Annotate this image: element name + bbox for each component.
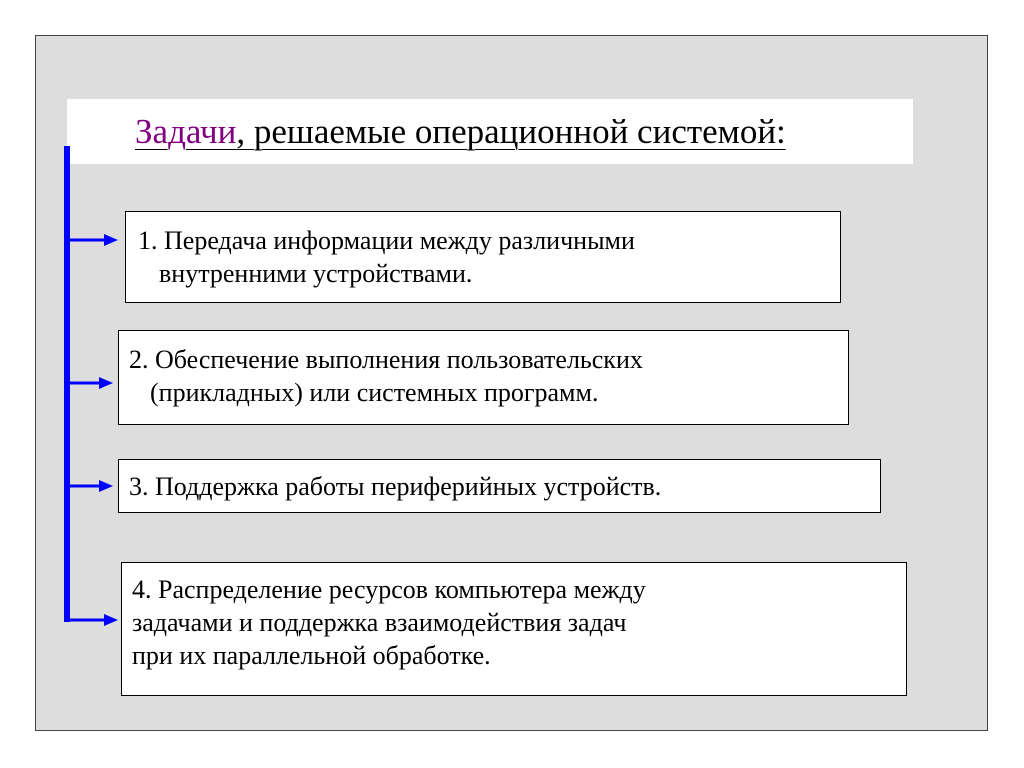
task-box-1 [125, 211, 841, 303]
task-2-line-2: (прикладных) или системных программ. [150, 378, 599, 407]
task-1-line-2: внутренними устройствами. [159, 259, 473, 288]
arrow-to-task-4 [70, 614, 118, 626]
task-3-line-1: 3. Поддержка работы периферийных устройств. [129, 472, 662, 501]
arrow-to-task-3 [70, 480, 113, 492]
task-box-3 [118, 459, 881, 513]
task-box-2 [118, 330, 849, 425]
title-rest: , решаемые операционной системой: [236, 112, 786, 151]
task-4-line-2: задачами и поддержка взаимодействия задач [132, 608, 627, 637]
task-4-line-3: при их параллельной обработке. [132, 641, 491, 670]
title-link-word[interactable]: Задачи [135, 112, 237, 151]
arrow-to-task-1 [70, 234, 118, 246]
task-4-line-1: 4. Распределение ресурсов компьютера между [132, 575, 646, 604]
task-2-line-1: 2. Обеспечение выполнения пользовательских [129, 345, 643, 374]
task-box-4 [121, 562, 907, 696]
vertical-connector-bar [64, 146, 70, 622]
task-1-line-1: 1. Передача информации между различными [138, 226, 635, 255]
arrow-to-task-2 [70, 377, 113, 389]
